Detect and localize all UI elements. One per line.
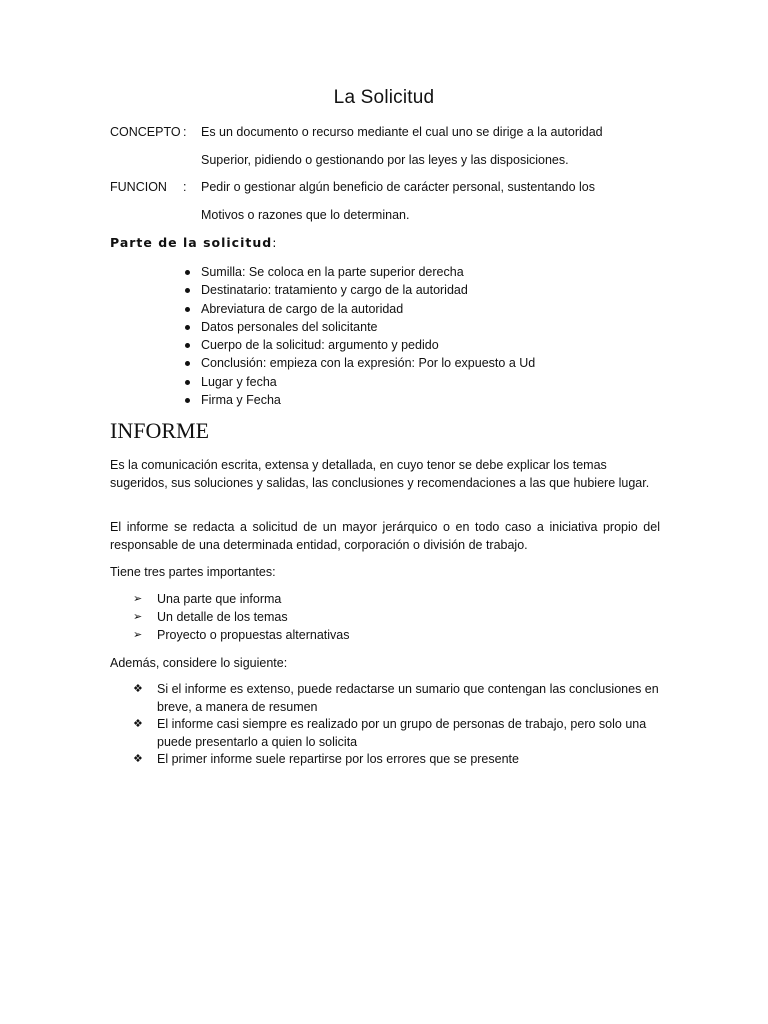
informe-paragraph-1: Es la comunicación escrita, extensa y detallada, en cuyo tenor se debe explicar los temas sugeridos, sus soluciones y salidas, las conclusiones y recomendaciones a las que hubiere lugar. (110, 458, 650, 490)
concepto-line-2: Superior, pidiendo o gestionando por las leyes y las disposiciones. (201, 153, 569, 167)
partes-heading (110, 235, 276, 250)
informe-paragraph-3: Tiene tres partes importantes: (110, 565, 276, 579)
bullet-icon (185, 270, 190, 275)
list-item-text: Conclusión: empieza con la expresión: Por lo expuesto a Ud (201, 356, 536, 371)
list-item-text: Abreviatura de cargo de la autoridad (201, 301, 404, 316)
list-item-text: Destinatario: tratamiento y cargo de la autoridad (201, 283, 468, 298)
list-item-text: Cuerpo de la solicitud: argumento y pedido (201, 338, 439, 353)
partes-heading-text: Parte de la solicitud (110, 235, 273, 250)
list-item-text: Una parte que informa (157, 592, 282, 606)
funcion-line-2: Motivos o razones que lo determinan. (201, 208, 410, 222)
funcion-label: FUNCION (110, 180, 167, 194)
diamond-bullet-icon: ❖ (133, 753, 143, 765)
bullet-icon (185, 325, 190, 330)
list-item-text: El primer informe suele repartirse por los errores que se presente (157, 752, 519, 766)
list-item (0, 716, 677, 751)
partes-heading-colon: : (272, 235, 277, 250)
arrow-bullet-icon: ➢ (133, 593, 143, 605)
arrow-bullet-icon: ➢ (133, 629, 143, 641)
bullet-icon (185, 343, 190, 348)
page-title: La Solicitud (333, 87, 435, 108)
considere-list (0, 681, 677, 769)
informe-heading: INFORME (110, 418, 210, 443)
concepto-label: CONCEPTO (110, 125, 181, 139)
diamond-bullet-icon: ❖ (133, 683, 143, 695)
funcion-colon: : (183, 180, 187, 194)
list-item-text: Proyecto o propuestas alternativas (157, 628, 350, 642)
list-item-text: Lugar y fecha (201, 374, 277, 389)
bullet-icon (185, 307, 190, 312)
concepto-colon: : (183, 125, 187, 139)
list-item-text: El informe casi siempre es realizado por un grupo de personas de trabajo, pero solo una puede presentarlo a quien lo solicita (157, 717, 647, 749)
concepto-line-1: Es un documento o recurso mediante el cual uno se dirige a la autoridad (201, 125, 603, 139)
list-item (0, 681, 677, 716)
diamond-bullet-icon: ❖ (133, 718, 143, 730)
bullet-icon (185, 288, 190, 293)
informe-paragraph-4: Además, considere lo siguiente: (110, 656, 288, 670)
informe-paragraph-2: El informe se redacta a solicitud de un mayor jerárquico o en todo caso a iniciativa propio del responsable de una determinada entidad, corporación o división de trabajo. (110, 520, 660, 552)
funcion-line-1: Pedir o gestionar algún beneficio de carácter personal, sustentando los (201, 180, 596, 194)
bullet-icon (185, 380, 190, 385)
bullet-icon (185, 361, 190, 366)
list-item (0, 751, 677, 769)
list-item-text: Datos personales del solicitante (201, 319, 378, 334)
list-item-text: Si el informe es extenso, puede redactarse un sumario que contengan las conclusiones en breve, a manera de resumen (157, 682, 659, 714)
list-item-text: Firma y Fecha (201, 393, 281, 408)
bullet-icon (185, 398, 190, 403)
arrow-bullet-icon: ➢ (133, 611, 143, 623)
list-item-text: Un detalle de los temas (157, 610, 288, 624)
list-item-text: Sumilla: Se coloca en la parte superior derecha (201, 265, 464, 279)
